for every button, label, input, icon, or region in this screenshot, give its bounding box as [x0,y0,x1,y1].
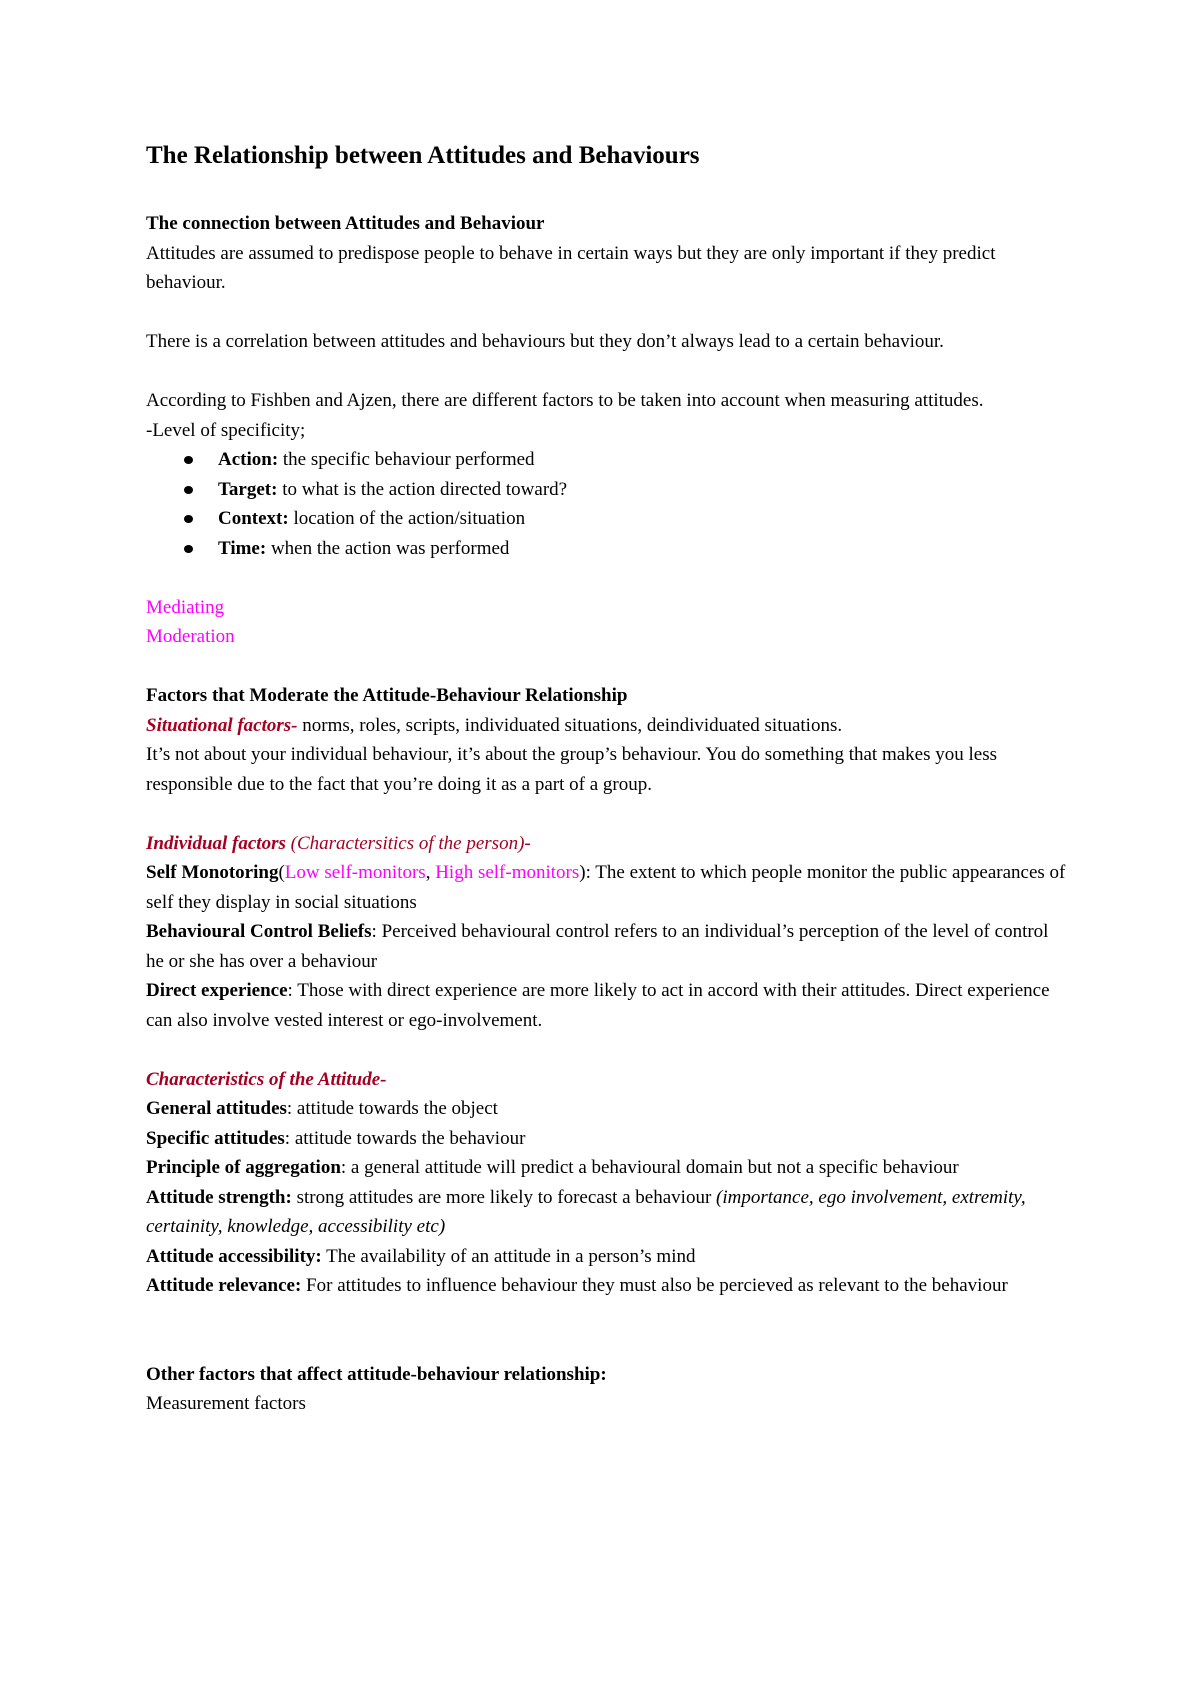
document-page [146,140,1066,1419]
paragraph-specific-attitudes: Specific attitudes: attitude towards the behaviour [146,1127,526,1149]
paragraph-direct-experience: Direct experience: Those with direct experience are more likely to act in accord with their attitudes. Direct experience can also involve vested interest or ego-involvement. [146,980,1050,1031]
specificity-label: -Level of specificity; [146,419,306,441]
paragraph-situational: Situational factors- norms, roles, scripts, individuated situations, deindividuated situations. [146,714,843,736]
note-moderation: Moderation [146,626,235,647]
paragraph-correlation: There is a correlation between attitudes and behaviours but they don’t always lead to a certain behaviour. [146,331,944,352]
situational-label: Situational factors- [146,714,298,736]
paragraph-self-monitoring: Self Monotoring(Low self-monitors, High self-monitors): The extent to which people monitor the public appearances of self they display in social situations [146,862,1066,913]
attitude-characteristics-label: Characteristics of the Attitude- [146,1068,387,1090]
list-item: Target: to what is the action directed toward? [146,475,1066,505]
document-title: The Relationship between Attitudes and Behaviours [146,142,700,169]
paragraph-fishben-ajzen: According to Fishben and Ajzen, there are different factors to be taken into account when measuring attitudes. [146,390,984,411]
paragraph-attitude-accessibility: Attitude accessibility: The availability of an attitude in a person’s mind [146,1245,696,1267]
bullet-icon [184,486,193,494]
paragraph-predispose: Attitudes are assumed to predispose people to behave in certain ways but they are only important if they predict behaviour. [146,242,996,293]
bullet-icon [184,456,193,464]
paragraph-measurement: Measurement factors [146,1393,306,1414]
bullet-icon [184,515,193,523]
paragraph-attitude-relevance: Attitude relevance: For attitudes to influence behaviour they must also be percieved as relevant to the behaviour [146,1275,1008,1296]
paragraph-general-attitudes: General attitudes: attitude towards the object [146,1098,498,1119]
section-heading-moderate: Factors that Moderate the Attitude-Behaviour Relationship [146,685,628,706]
list-item: Time: when the action was performed [146,534,1066,564]
list-item: Context: location of the action/situation [146,504,1066,534]
individual-factors-label: Individual factors (Charactersitics of the person)- [146,832,531,854]
paragraph-attitude-strength: Attitude strength: strong attitudes are more likely to forecast a behaviour (importance, ego involvement, extremity, certainity, knowledge, accessibility etc) [146,1186,1026,1237]
specificity-list [146,445,1066,563]
list-item: Action: the specific behaviour performed [146,445,1066,475]
note-mediating: Mediating [146,596,225,618]
section-heading-other: Other factors that affect attitude-behaviour relationship: [146,1363,607,1385]
paragraph-aggregation: Principle of aggregation: a general attitude will predict a behavioural domain but not a specific behaviour [146,1157,959,1178]
paragraph-group-behaviour: It’s not about your individual behaviour, it’s about the group’s behaviour. You do something that makes you less responsible due to the fact that you’re doing it as a part of a group. [146,744,997,795]
section-heading-connection: The connection between Attitudes and Behaviour [146,213,545,234]
bullet-icon [184,545,193,553]
paragraph-control-beliefs: Behavioural Control Beliefs: Perceived behavioural control refers to an individual’s perception of the level of control he or she has over a behaviour [146,921,1049,972]
